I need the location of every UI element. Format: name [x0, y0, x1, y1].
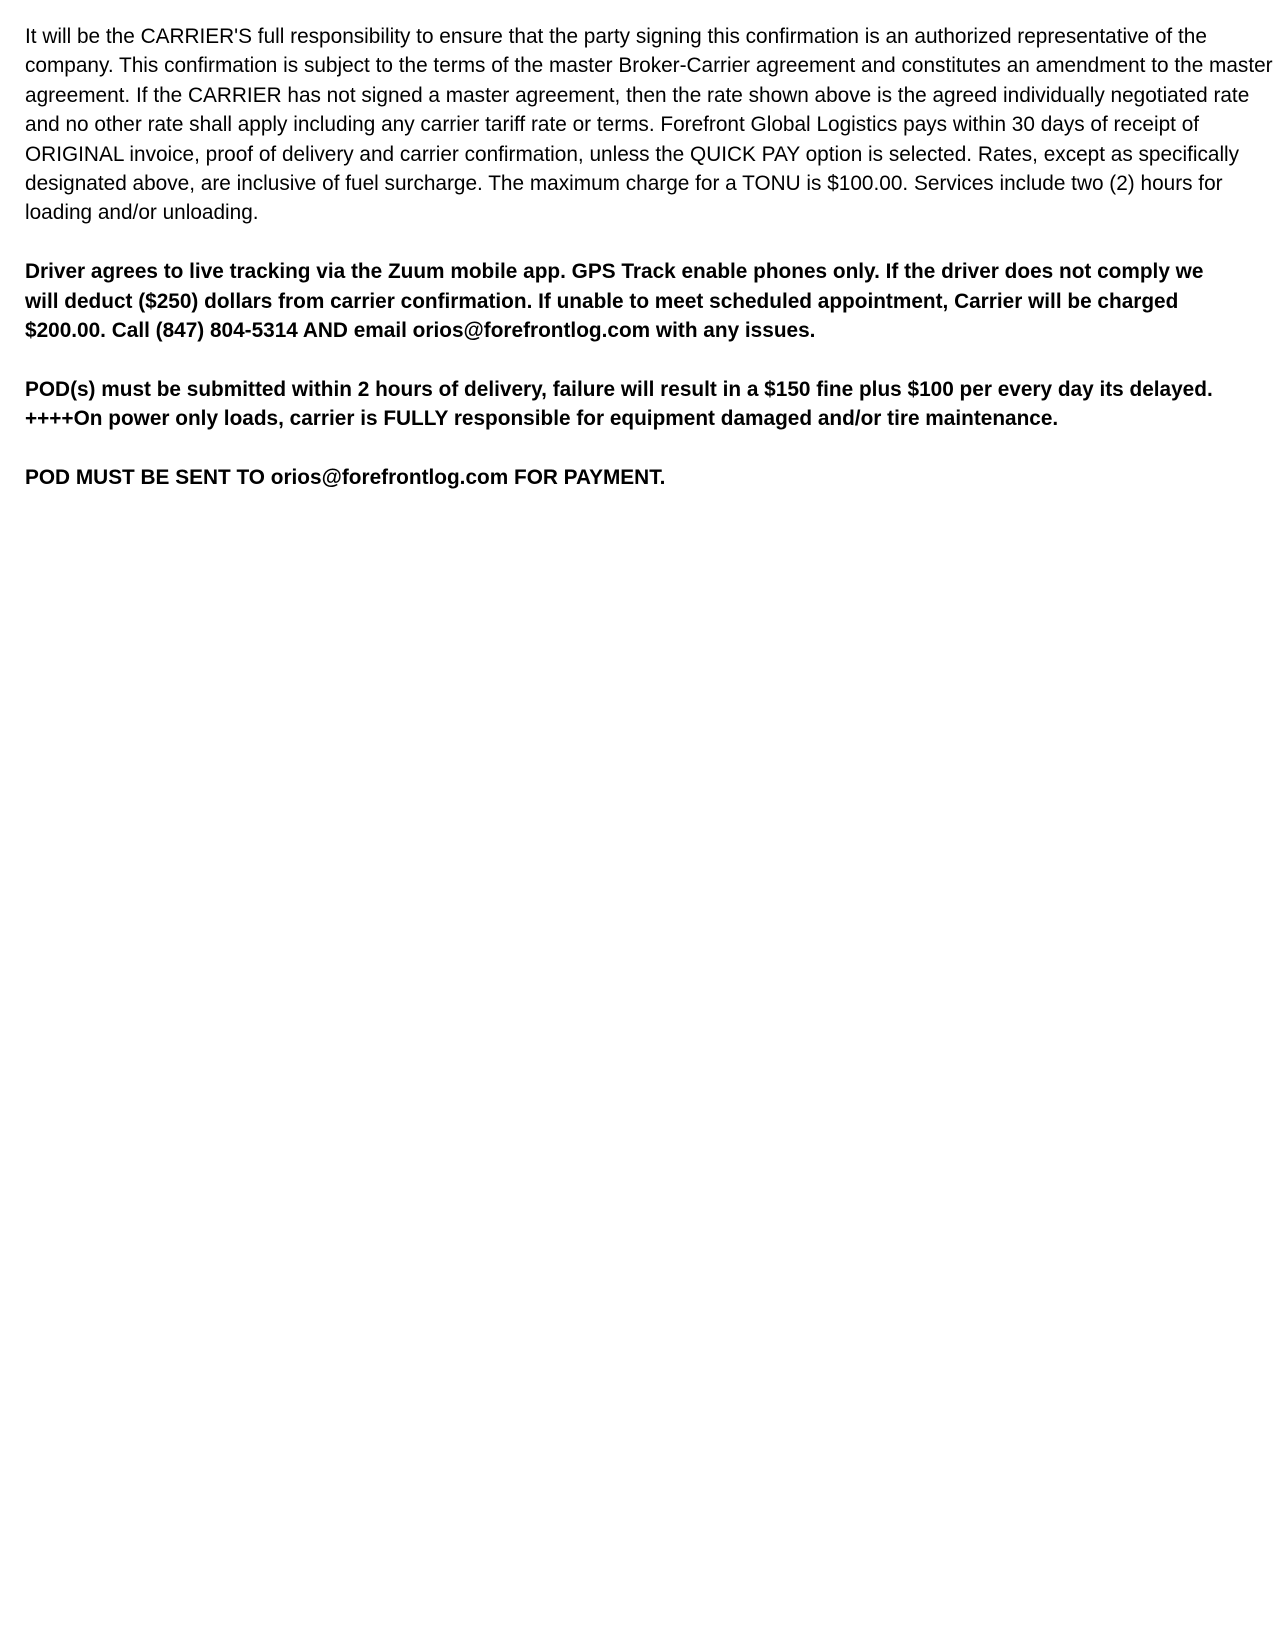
text-line: ORIGINAL invoice, proof of delivery and carrier confirmation, unless the QUICK PAY option is selected. Rates, except as specifically: [25, 142, 1240, 166]
text-line: Driver agrees to live tracking via the Zuum mobile app. GPS Track enable phones only. If the driver does not comply we: [25, 260, 1204, 284]
text-line: agreement. If the CARRIER has not signed a master agreement, then the rate shown above is the agreed individually negotiated rate: [25, 83, 1250, 107]
text-line: will deduct ($250) dollars from carrier confirmation. If unable to meet scheduled appointment, Carrier will be charged: [25, 289, 1179, 313]
text-line: designated above, are inclusive of fuel surcharge. The maximum charge for a TONU is $100.00. Services include two (2) hours for: [25, 172, 1223, 196]
terms-section: [25, 22, 1273, 522]
text-line: ++++On power only loads, carrier is FULLY responsible for equipment damaged and/or tire maintenance.: [25, 407, 1059, 431]
text-line: POD(s) must be submitted within 2 hours of delivery, failure will result in a $150 fine plus $100 per every day its delayed.: [25, 377, 1213, 401]
pod-payment-paragraph: [25, 463, 1253, 492]
text-line: company. This confirmation is subject to the terms of the master Broker-Carrier agreement and constitutes an amendment to the master: [25, 54, 1273, 78]
text-line: $200.00. Call (847) 804-5314 AND email orios@forefrontlog.com with any issues.: [25, 319, 816, 343]
text-line: and no other rate shall apply including any carrier tariff rate or terms. Forefront Global Logistics pays within 30 days of receipt of: [25, 113, 1200, 137]
text-line: loading and/or unloading.: [25, 201, 259, 225]
carrier-responsibility-paragraph: [25, 22, 1273, 228]
pod-submission-paragraph: [25, 375, 1253, 434]
text-line: It will be the CARRIER'S full responsibility to ensure that the party signing this confirmation is an authorized representative of the: [25, 25, 1207, 48]
text-line: POD MUST BE SENT TO orios@forefrontlog.com FOR PAYMENT.: [25, 466, 666, 490]
live-tracking-paragraph: [25, 257, 1253, 345]
